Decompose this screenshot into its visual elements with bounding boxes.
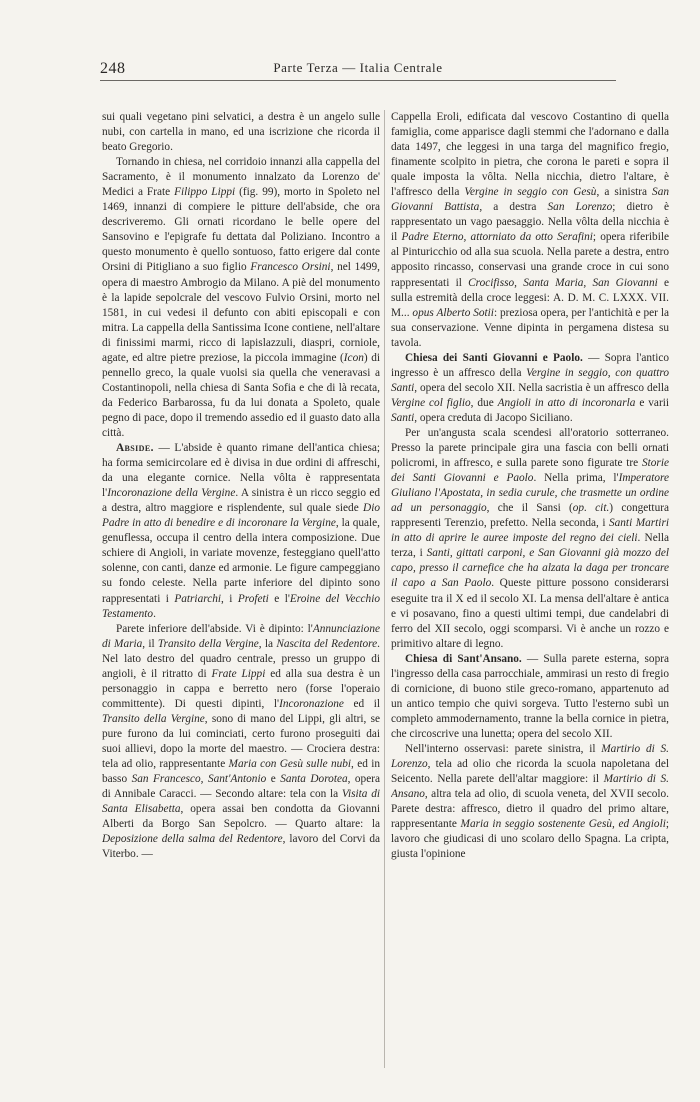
- italic-text: Maria in seggio sostenente Gesù, ed Angioli: [460, 818, 666, 831]
- italic-text: Storie dei Santi Giovanni e Paolo: [391, 457, 669, 485]
- text-run: (fig. 99), morto in Spoleto nel 1469, innanzi di compiere le pitture dell'abside, che ora descriveremo. Gli ornati ricordano le belle opere del Sansovino e l'epigrafe fu dettata dal Poliziano. Incontro a questo monumento è quello sontuoso, fatto erigere dal conte Orsini di Pitigliano a suo figlio: [102, 186, 380, 274]
- italic-text: San Giovanni Battista: [391, 186, 669, 214]
- italic-text: Padre Eterno, attorniato da otto Serafini: [401, 231, 593, 244]
- italic-text: Vergine col figlio: [391, 396, 471, 409]
- italic-text: Santi: [391, 411, 415, 424]
- italic-text: Profeti: [237, 592, 269, 605]
- text-run: , lavoro del Corvi da Viterbo. —: [102, 833, 380, 861]
- text-run: , ed in basso: [102, 758, 380, 786]
- italic-text: San Francesco, Sant'Antonio: [131, 773, 267, 786]
- text-run: , i: [221, 592, 238, 605]
- text-run: ed il: [343, 697, 380, 710]
- paragraph: [102, 441, 380, 622]
- italic-text: Transito della Vergine: [157, 637, 259, 650]
- left-text-column: [102, 110, 380, 1070]
- text-run: Tornando in chiesa, nel corridoio innanzi alla cappella del Sacramento, è il monumento innalzato da Lorenzo de' Medici a Frate: [102, 156, 380, 199]
- italic-text: Santa Dorotea: [280, 773, 348, 786]
- italic-text: Frate Lippi: [211, 667, 266, 680]
- text-run: . Nella terza, i: [391, 532, 669, 560]
- italic-text: Visita di Santa Elisabetta: [102, 788, 380, 816]
- text-run: : preziosa opera, per l'antichità e per la sua conservazione. Venne dipinta in pergamena distesa su tavola.: [391, 306, 669, 349]
- text-run: Nell'interno osservasi: parete sinistra, il: [405, 742, 602, 755]
- paragraph: [102, 622, 380, 863]
- italic-text: Eroine del Vecchio Testamento: [102, 592, 380, 620]
- italic-text: Martirio di S. Lorenzo: [391, 742, 669, 771]
- paragraph: [391, 110, 669, 351]
- italic-text: op. cit.: [572, 502, 610, 515]
- paragraph: [391, 742, 669, 862]
- italic-text: Imperatore Giuliano l'Apostata, in sedia curule, che trasmette un ordine ad un personaggio: [391, 472, 669, 515]
- text-run: , opera di Annibale Caracci. — Secondo altare: tela con la: [102, 773, 380, 801]
- paragraph: [391, 426, 669, 652]
- text-run: , che il Sansi (: [486, 502, 573, 515]
- italic-text: Angioli in atto di incoronarla: [497, 396, 636, 409]
- text-run: , a destra: [479, 201, 548, 214]
- text-run: e l': [268, 592, 290, 605]
- text-run: Parete inferiore dell'abside. Vi è dipinto: l': [116, 622, 313, 635]
- text-run: , due: [470, 396, 498, 409]
- italic-text: Santi, gittati carponi, e San Giovanni già mozzo del capo, presso il carnefice che ha alzata la daga per troncare il capo a San Paolo: [391, 547, 669, 590]
- text-run: , nel 1499, opera di maestro Ambrogio da Milano. A piè del monumento è la lapide sepolcrale del vescovo Fulvio Orsini, morto nel 1581, in cui vedesi il defunto con abiti episcopali e con mitra. La cappella della Santissima Icone contiene, nell'altare di finissimi marmi, ricco di lapislazzuli, diaspri, corniole, agate, ed altre pietre preziose, la piccola immagine (: [102, 261, 380, 364]
- text-run: . Nel lato destro del quadro centrale, presso un gruppo di angioli, è il ritratto di: [102, 637, 380, 680]
- text-run: , altra tela ad olio, di scuola veneta, del XVII secolo. Parete destra: affresco, dietro il quadro del primo altare, rappresentante: [391, 788, 669, 831]
- text-run: ed alla sua destra è un personaggio in cappa e berretto nero (forse l'operaio committente). Di questi dipinti, l': [102, 667, 380, 710]
- right-text-column: [391, 110, 669, 1070]
- italic-text: Crocifisso, Santa Maria, San Giovanni: [468, 276, 658, 289]
- italic-text: San Lorenzo: [547, 201, 613, 214]
- italic-text: Icon: [343, 351, 364, 364]
- text-run: , la quale, genuflessa, occupa il centro della intera composizione. Due schiere di Angioli, in variate movenze, festeggiano quell'atto solenne, con canti, danze ed armonie. Le figure campeggiano su fondo celeste. Nella parte inferiore del dipinto sono rappresentati i: [102, 517, 380, 605]
- italic-text: Martirio di S. Ansano: [391, 773, 669, 801]
- italic-text: Patriarchi: [174, 592, 221, 605]
- text-run: — L'abside è quanto rimane dell'antica chiesa; ha forma semicircolare ed è divisa in due ordini di affreschi, da una elegante cornice. Nella vôlta è rappresentata l': [102, 442, 380, 500]
- text-run: . A sinistra è un ricco seggio ed a destra, altro maggiore e risplendente, sul quale siede: [102, 487, 380, 515]
- text-run: Per un'angusta scala scendesi all'oratorio sotterraneo. Presso la parete principale gira una fascia con belli ornati policromi, in affresco, e sulla parete sono figurate tre: [391, 426, 669, 470]
- italic-text: Maria con Gesù sulle nubi: [228, 758, 352, 771]
- text-run: e sulla estremità della croce leggesi: A. D. M. C. LXXX. VII. M...: [391, 276, 669, 319]
- italic-text: Francesco Orsini: [250, 261, 331, 274]
- text-run: . Queste pitture possono considerarsi eseguite tra il X ed il secolo XI. La mensa dell'altare è antica e vi posavano, fino a questi ultimi tempi, due candelabri di ferro del XII secolo, oggi scomparsi. Vi è anche un rozzo e primitivo altare di legno.: [391, 577, 669, 650]
- italic-text: Incoronazione della Vergine: [107, 487, 236, 500]
- running-head: Parte Terza — Italia Centrale: [273, 60, 443, 75]
- text-run: e varii: [635, 396, 669, 409]
- italic-text: Nascita del Redentore: [276, 637, 378, 650]
- italic-text: opus Alberto Sotii: [412, 306, 494, 319]
- text-run: sui quali vegetano pini selvatici, a destra è un angelo sulle nubi, con cartella in mano, ed una iscrizione che ricorda il beato Gregorio.: [102, 111, 380, 154]
- text-run: ; dietro è rappresentato un vago paesaggio. Nella vôlta della nicchia è il: [391, 201, 669, 244]
- text-run: , il: [142, 637, 158, 650]
- text-run: , a sinistra: [596, 186, 653, 199]
- text-run: e: [266, 773, 281, 786]
- paragraph: [102, 110, 380, 155]
- text-run: , opera assai ben condotta da Giovanni Alberti da Borgo San Sepolcro. — Quarto altare: la: [102, 803, 380, 831]
- italic-text: Santi Martiri in atto di aprire le auree imposte del regno dei cieli: [391, 517, 669, 545]
- italic-text: Filippo Lippi: [174, 186, 236, 199]
- italic-text: Vergine in seggio, con quattro Santi: [391, 366, 669, 394]
- text-run: — Sopra l'antico ingresso è un affresco della: [391, 351, 669, 379]
- text-run: Cappella Eroli, edificata dal vescovo Costantino di quella famiglia, come apparisce dagli stemmi che l'adornano e dalla data 1497, che leggesi in una targa del magnifico fregio, finamente scolpito in pietra, che corona le pareti e sopra il quale imposta la vôlta. Nella nicchia, dietro l'altare, è l'affresco della: [391, 111, 669, 199]
- page-number: 248: [100, 60, 126, 77]
- paragraph: [391, 351, 669, 426]
- paragraph: [391, 652, 669, 742]
- italic-text: Deposizione della salma del Redentore: [102, 833, 283, 846]
- italic-text: Annunciazione di Maria: [102, 622, 380, 650]
- section-heading: Chiesa dei Santi Giovanni e Paolo.: [405, 351, 583, 364]
- text-run: ) di pennello greco, la quale vuolsi sia quella che veneravasi a Costantinopoli, nella chiesa di Santa Sofia e che di là recata, da Federico Barbarossa, fu da lui donata a Spoleto, quale pegno di pace, dopo il tremendo assedio ed il guasto dato alla città.: [102, 351, 380, 439]
- italic-text: Dio Padre in atto di benedire e di incoronare la Vergine: [102, 502, 380, 530]
- text-run: ; opera riferibile al Pinturicchio od alla sua scuola. Nella parete a destra, entro apposito rincasso, conservasi una grande croce in cui sono rappresentati il: [391, 231, 669, 289]
- paragraph: [102, 155, 380, 441]
- text-run: , opera creduta di Jacopo Siciliano.: [414, 411, 573, 424]
- text-run: . Nella prima, l': [533, 472, 619, 485]
- text-run: , la: [258, 637, 277, 650]
- column-divider: [384, 110, 385, 1068]
- text-run: ) congettura rappresenti Terenzio, prefetto. Nella seconda, i: [391, 502, 669, 530]
- section-heading: Abside.: [116, 442, 154, 455]
- text-run: , sono di mano del Lippi, gli altri, se pure furono da lui cominciati, certo furono proseguiti dai suoi allievi, dopo la morte del maestro. — Crociera destra: tela ad olio, rappresentante: [102, 712, 380, 771]
- italic-text: Vergine in seggio con Gesù: [464, 186, 597, 199]
- text-run: , tela ad olio che ricorda la scuola napoletana del Seicento. Nella parete dell'altar maggiore: il: [391, 758, 669, 786]
- page-header: [100, 58, 616, 81]
- italic-text: Transito della Vergine: [102, 712, 205, 725]
- text-run: , opera del secolo XII. Nella sacristia è un affresco della: [414, 381, 669, 394]
- text-run: ; lavoro che giudicasi di uno scolaro dello Spagna. La cripta, giusta l'opinione: [391, 818, 669, 861]
- italic-text: Incoronazione: [279, 697, 344, 710]
- text-run: .: [153, 607, 156, 620]
- section-heading: Chiesa di Sant'Ansano.: [405, 652, 522, 665]
- text-run: — Sulla parete esterna, sopra l'ingresso della casa parrocchiale, ammirasi un resto di fregio di cornicione, di buono stile greco-romano, appartenuto ad un antico tempio che quivi sorgeva. Tutto l'esterno subì un completo ammodernamento, tranne la bella cornice in pietra, che circoscrive una lunetta; opera del secolo XII.: [391, 652, 669, 740]
